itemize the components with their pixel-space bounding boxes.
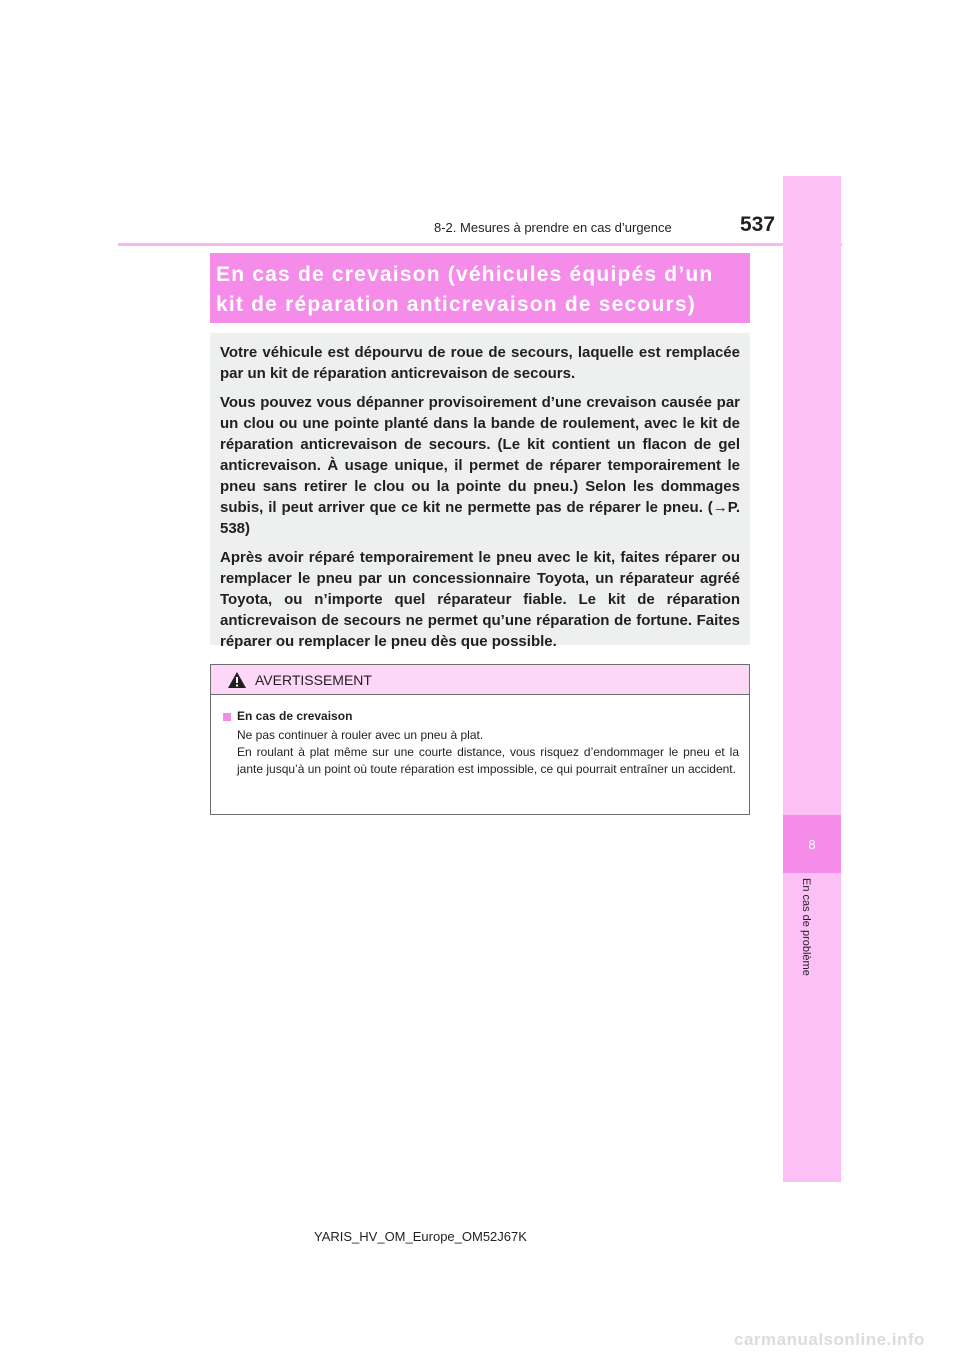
warning-text-1: Ne pas continuer à rouler avec un pneu à plat.	[237, 728, 484, 742]
chapter-number-tab	[783, 815, 841, 873]
warning-box	[210, 664, 750, 815]
warning-header	[211, 665, 749, 695]
header-divider	[118, 243, 842, 246]
intro-paragraph-3: Après avoir réparé temporairement le pneu avec le kit, faites réparer ou remplacer le pneu par un concessionnaire Toyota, un réparateur agréé Toyota, ou n’importe quel réparateur fiable. Le kit de réparation anticrevaison de secours ne permet qu’une réparation de fortune. Faites réparer ou remplacer le pneu dès que possible.	[220, 549, 740, 650]
page-number: 537	[740, 213, 776, 236]
chapter-label: En cas de problème	[800, 878, 812, 976]
section-heading: 8-2. Mesures à prendre en cas d’urgence	[434, 220, 672, 235]
chapter-number: 8	[808, 836, 816, 852]
section-title-line-1: En cas de crevaison (véhicules équipés d’un	[216, 263, 714, 286]
warning-body	[211, 695, 749, 778]
intro-paragraph-2: Vous pouvez vous dépanner provisoirement d’une crevaison causée par un clou ou une pointe planté dans la bande de roulement, avec le kit de réparation anticrevaison de secours. (Le kit contient un flacon de gel anticrevaison. À usage unique, il permet de réparer temporairement le pneu sans retirer le clou ou la pointe du pneu.) Selon les dommages subis, il peut arriver que ce kit ne permette pas de réparer le pneu. (→P. 538)	[220, 394, 740, 537]
warning-triangle-icon	[227, 671, 247, 689]
warning-subtitle	[223, 708, 739, 725]
section-title-box	[210, 253, 750, 323]
watermark: carmanualsonline.info	[734, 1330, 925, 1349]
document-id: YARIS_HV_OM_Europe_OM52J67K	[314, 1229, 527, 1244]
intro-paragraph-1: Votre véhicule est dépourvu de roue de secours, laquelle est remplacée par un kit de réparation anticrevaison de secours.	[220, 344, 740, 382]
intro-box	[210, 333, 750, 650]
chapter-side-tab	[783, 176, 841, 1182]
warning-subtitle-text: En cas de crevaison	[237, 709, 353, 723]
section-title-line-2: kit de réparation anticrevaison de secours)	[216, 293, 696, 316]
square-bullet-icon	[223, 713, 231, 721]
warning-title: AVERTISSEMENT	[255, 671, 372, 688]
warning-text-2: En roulant à plat même sur une courte distance, vous risquez d’endommager le pneu et la jante jusqu’à un point où toute réparation est impossible, ce qui pourrait entraîner un accident.	[237, 745, 739, 776]
